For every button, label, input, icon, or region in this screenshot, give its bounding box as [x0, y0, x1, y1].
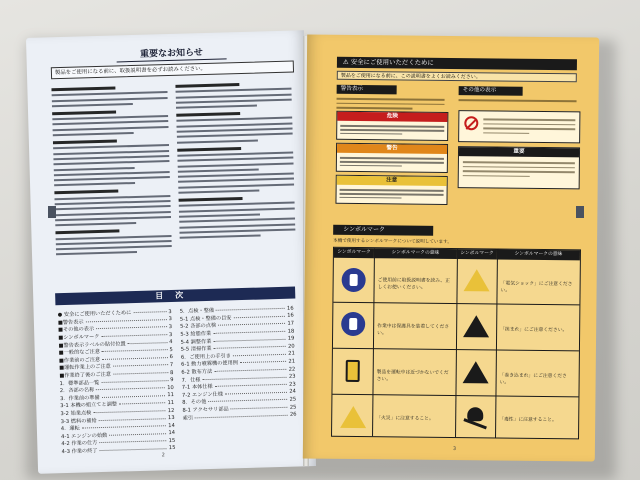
toc-item-label: ■作業前のご注意 [58, 356, 101, 365]
toc-item-label: 7．仕様 [181, 376, 201, 384]
toc-item-label: 5-5 清掃作業 [180, 346, 212, 354]
toc-leader-dots [218, 323, 285, 326]
toc-item-label: 3-1 本機の組立てと調整 [60, 401, 118, 410]
toc-item-label: 4-1 エンジンの始動 [61, 432, 108, 440]
section-other-heading: その他の表示 [459, 86, 523, 96]
caution-sign [335, 175, 447, 205]
poison-icon [467, 407, 483, 421]
toc-item-label: 索引 [182, 415, 194, 422]
toc-leader-dots [133, 311, 166, 313]
danger-sign [336, 111, 448, 141]
toc-item-page: 8 [169, 369, 174, 376]
toc-leader-dots [240, 361, 287, 363]
toc-item-label: 4-3 作業の終了 [61, 448, 98, 456]
toc-item-label: 7-2 エンジン仕様 [181, 391, 224, 399]
toc-leader-dots [113, 372, 168, 375]
toc-item-page: 6 [169, 354, 174, 361]
symbol-meaning: 「火災」に注意すること。 [376, 416, 434, 422]
electric-shock-icon [464, 269, 490, 291]
page-number: 3 [452, 446, 457, 453]
symbol-table [331, 247, 581, 440]
toc-item-label: ■一般的なご注意 [58, 349, 101, 357]
toc-leader-dots [128, 342, 168, 344]
left-page-title: 重要なお知らせ [116, 44, 226, 62]
toc-item-page: 10 [167, 384, 174, 391]
toc-item-label: 8．その他 [182, 399, 207, 407]
section-warning-heading: 警告表示 [337, 85, 397, 95]
symbol-meaning: ご使用前に取扱説明書を読み、正しくお使いください。 [377, 278, 450, 291]
warning-label: 警告 [337, 144, 447, 154]
toc-item-label: ● 安全にご使用いただくために [57, 310, 132, 319]
toc-item-label: ■その他の表示 [58, 326, 95, 334]
toc-item-label: 3-3 燃料の補給 [60, 417, 97, 425]
symbol-col-head: シンボルマーク [334, 248, 374, 258]
symbol-col-head-2: シンボルマーク [457, 249, 497, 259]
toc-leader-dots [99, 418, 166, 421]
toc-leader-dots [233, 354, 286, 356]
toc-leader-dots [213, 338, 286, 341]
toc-item-label: 5-1 点検・整備の目安 [179, 315, 232, 323]
symbol-meaning: 「電気ショック」にご注意ください。 [500, 281, 573, 294]
toc-leader-dots [102, 349, 167, 352]
toc-item-page: 15 [168, 445, 176, 452]
toc-column-left [58, 308, 176, 455]
symbol-meaning: 「挟まれ」にご注意ください。 [500, 327, 568, 334]
left-text-column [51, 80, 172, 279]
toc-leader-dots [233, 316, 285, 318]
cut-hazard-icon [463, 315, 489, 337]
toc-item-page: 16 [287, 312, 294, 320]
toc-item-page: 12 [167, 407, 175, 414]
exhaust-icon [346, 360, 360, 382]
toc-leader-dots [213, 331, 286, 334]
toc-leader-dots [195, 414, 288, 418]
toc-item-page: 21 [288, 350, 295, 358]
notice-box: 製品をご使用になる前に、取扱説明書を必ずお読みください。 [51, 60, 294, 79]
toc-item-page: 17 [287, 320, 295, 327]
safety-title-bar [337, 57, 577, 71]
warning-sign [336, 143, 448, 173]
left-page [26, 30, 316, 474]
toc-leader-dots [99, 441, 166, 444]
toc-item-page: 19 [287, 335, 295, 342]
toc-item-page: 26 [289, 411, 297, 418]
toc-leader-dots [93, 410, 166, 413]
toc-item-page: 3 [168, 316, 172, 323]
page-number: 2 [161, 452, 165, 459]
binder-mark-left [48, 206, 56, 218]
symbol-section-heading: シンボルマーク [333, 225, 433, 236]
toc-leader-dots [86, 319, 167, 322]
toc-item-label: 4-2 作業の仕方 [61, 440, 98, 448]
toc-item-page: 16 [286, 305, 294, 312]
toc-item-page: 11 [167, 392, 175, 399]
binder-mark-right [576, 206, 584, 218]
toc-item-label: 5-2 各部の点検 [180, 323, 217, 331]
other-intro-text [459, 96, 577, 105]
toc-item-page: 7 [169, 361, 174, 369]
toc-item-label: 2．各部の名称 [59, 387, 95, 395]
toc-item-label: 6-1 動力噴霧機の使用例 [181, 360, 239, 369]
toc-leader-dots [82, 425, 167, 428]
toc-leader-dots [102, 395, 166, 398]
toc-leader-dots [214, 369, 287, 372]
toc-leader-dots [214, 346, 287, 349]
toc-leader-dots [119, 403, 166, 405]
toc-item-page: 13 [167, 415, 175, 422]
toc-item-page: 23 [288, 373, 296, 380]
toc-item-page: 23 [289, 381, 296, 388]
toc-item-page: 21 [288, 358, 296, 365]
toc-item-label: 5．点検・整備 [179, 308, 215, 316]
toc-leader-dots [101, 334, 167, 337]
toc-banner: 目次 [55, 287, 295, 306]
fire-icon [340, 406, 366, 428]
protective-gear-icon [341, 312, 365, 336]
toc-item-label: ■警告表示 [57, 319, 84, 327]
toc-item-page: 3 [168, 323, 173, 331]
toc-leader-dots [113, 365, 168, 368]
toc-leader-dots [109, 433, 166, 436]
toc-item-page: 4 [169, 339, 173, 346]
toc-item-label: 1．標準部品一覧 [59, 379, 100, 387]
toc-item-page: 11 [167, 399, 175, 407]
toc-item-label: 6-2 散布方法 [181, 368, 213, 376]
toc-item-label: 8-1 アクセサリ部品 [182, 406, 229, 414]
toc-item-page: 9 [170, 377, 174, 384]
toc-item-page: 5 [169, 346, 173, 353]
toc-item-label: 4．運転 [60, 425, 80, 433]
toc-item-label: ■作業終了後のご注意 [59, 371, 112, 380]
toc-leader-dots [102, 357, 167, 360]
toc-item-label: ■運転作業上のご注意 [59, 364, 111, 372]
symbol-note: 本機で使用するシンボルマークについて説明しています。 [333, 238, 452, 246]
toc-item-label: 6．ご使用上の手引き [180, 353, 232, 361]
toc-column-right [180, 305, 297, 422]
toc-item-page: 20 [287, 343, 295, 350]
toc-item-page: 3 [168, 308, 172, 315]
symbol-meaning: 「巻き込まれ」にご注意ください。 [499, 373, 567, 386]
caution-label: 注意 [337, 176, 447, 186]
toc-item-page: 24 [289, 388, 297, 396]
toc-item-page: 15 [168, 437, 176, 445]
prohibition-icon [464, 116, 478, 130]
toc-item-page: 22 [288, 366, 296, 373]
toc-leader-dots [101, 380, 168, 383]
toc-item-label: ■シンボルマーク [58, 334, 100, 342]
symbol-meaning: 作業中は保護具を装着してください。 [377, 324, 450, 337]
danger-label: 危険 [337, 112, 447, 122]
toc-item-label: 5-4 調整作業 [180, 338, 212, 346]
toc-item-page: 14 [168, 422, 175, 429]
important-box [458, 146, 580, 189]
entanglement-icon [463, 361, 489, 383]
toc-item-label: 3-2 始業点検 [60, 410, 92, 418]
symbol-meaning-head: シンボルマークの意味 [374, 248, 457, 259]
prohibition-box [458, 110, 580, 143]
toc-leader-dots [202, 376, 287, 379]
toc-leader-dots [96, 327, 167, 330]
toc-leader-dots [216, 308, 285, 311]
toc-item-page: 25 [289, 396, 297, 403]
toc-item-page: 18 [287, 328, 295, 335]
right-page [303, 34, 599, 461]
toc-item-label: 5-3 給脂作業 [180, 330, 212, 338]
safety-title: 安全にご使用いただくために [350, 57, 434, 67]
symbol-meaning: 製品を運転中は近づかないでください。 [376, 370, 449, 383]
toc-item-page: 25 [289, 404, 297, 411]
toc-item-page: 14 [168, 430, 176, 437]
safety-warning-strip: 製品をご使用になる前に、この説明書をよくお読みください。 [337, 71, 577, 83]
toc-item-page: 3 [168, 331, 173, 338]
right-text-column [175, 77, 296, 276]
toc-item-label: ■警告表示ラベルの貼付位置 [58, 340, 126, 349]
toc-item-label: 7-1 本体仕様 [181, 384, 213, 391]
toc-leader-dots [96, 387, 165, 390]
symbol-meaning: 「毒性」に注意すること。 [499, 417, 557, 424]
important-label: 重要 [459, 147, 579, 157]
manual-icon [342, 268, 366, 292]
toc-item-label: 3．作業前の準備 [59, 394, 100, 402]
toc-leader-dots [100, 448, 167, 451]
toc-leader-dots [208, 399, 287, 402]
warning-triangle-icon: ⚠ [342, 57, 351, 66]
toc-leader-dots [231, 407, 288, 410]
toc-leader-dots [215, 384, 288, 387]
toc-leader-dots [225, 392, 287, 395]
symbol-meaning-head-2: シンボルマークの意味 [497, 249, 580, 260]
